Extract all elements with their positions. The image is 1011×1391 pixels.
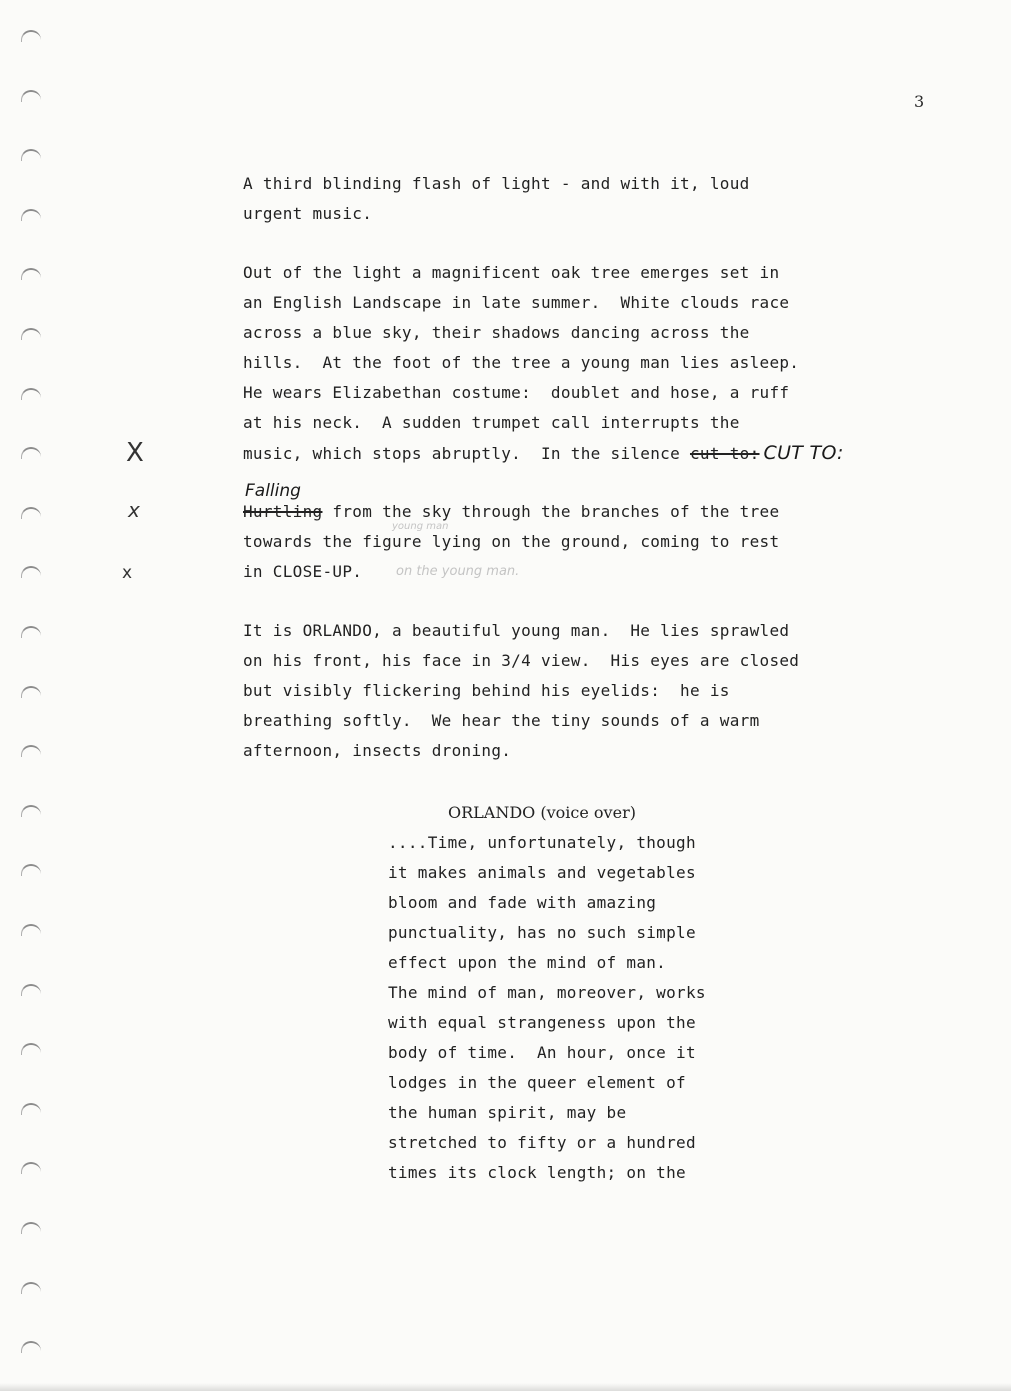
text-line <box>243 527 943 557</box>
text-fragment: towards the <box>243 532 363 551</box>
binder-hole <box>21 30 41 42</box>
dialogue-line: with equal strangeness upon the <box>388 1013 696 1032</box>
struck-word: Hurtling <box>243 502 323 521</box>
text-line: A third blinding flash of light - and with it, loud <box>243 174 750 193</box>
faint-pencil-insert: young man <box>392 521 449 532</box>
paragraph-oak-tree <box>243 258 943 468</box>
handwritten-insert: CUT TO: <box>763 442 844 464</box>
text-line: urgent music. <box>243 204 373 223</box>
dialogue-line: punctuality, has no such simple <box>388 923 696 942</box>
binder-hole <box>21 209 41 221</box>
binder-hole <box>21 388 41 400</box>
dialogue-line: lodges in the queer element of <box>388 1073 686 1092</box>
text-fragment: from the sky through the branches of the tree <box>322 502 780 521</box>
text-fragment: music, which stops abruptly. In the silence <box>243 444 690 463</box>
handwritten-correction: Falling <box>245 481 301 501</box>
binder-hole <box>21 805 41 817</box>
paragraph-falling <box>243 497 943 587</box>
struck-text: cut to: <box>689 444 760 463</box>
binder-hole <box>21 447 41 459</box>
binder-hole <box>21 507 41 519</box>
text-line <box>243 497 943 527</box>
text-line: across a blue sky, their shadows dancing across the <box>243 323 750 342</box>
binder-hole <box>21 745 41 757</box>
binder-hole <box>21 268 41 280</box>
text-fragment: lying on the ground, coming to rest <box>421 532 780 551</box>
binder-hole <box>21 328 41 340</box>
binder-hole <box>21 924 41 936</box>
page-number: 3 <box>914 92 925 111</box>
text-line: an English Landscape in late summer. White clouds race <box>243 293 790 312</box>
text-line: in CLOSE-UP. <box>243 562 363 581</box>
binder-hole <box>21 90 41 102</box>
text-line: but visibly flickering behind his eyelids: he is <box>243 681 730 700</box>
dialogue-line: body of time. An hour, once it <box>388 1043 696 1062</box>
binder-hole <box>21 1043 41 1055</box>
text-line: hills. At the foot of the tree a young man lies asleep. <box>243 353 800 372</box>
binder-hole <box>21 864 41 876</box>
text-line: at his neck. A sudden trumpet call interrupts the <box>243 413 740 432</box>
dialogue-line: The mind of man, moreover, works <box>388 983 706 1002</box>
dialogue-character: ORLANDO (voice over) <box>448 803 636 822</box>
binder-hole <box>21 686 41 698</box>
binder-hole <box>21 626 41 638</box>
dialogue-line: the human spirit, may be <box>388 1103 627 1122</box>
faint-pencil-insert: on the young man. <box>396 564 520 579</box>
page-bottom-edge <box>0 1383 1011 1391</box>
text-line: He wears Elizabethan costume: doublet and hose, a ruff <box>243 383 790 402</box>
margin-x-mark: X <box>126 438 144 468</box>
dialogue-block <box>388 828 808 1188</box>
binder-hole <box>21 1162 41 1174</box>
binder-hole <box>21 566 41 578</box>
dialogue-line: bloom and fade with amazing <box>388 893 657 912</box>
binder-hole <box>21 1222 41 1234</box>
binder-hole <box>21 1341 41 1353</box>
paragraph-orlando <box>243 616 943 766</box>
paragraph-flash <box>243 169 943 229</box>
binder-hole <box>21 1282 41 1294</box>
text-line: breathing softly. We hear the tiny sounds of a warm <box>243 711 760 730</box>
text-line <box>243 438 943 468</box>
binder-hole <box>21 984 41 996</box>
dialogue-line: times its clock length; on the <box>388 1163 686 1182</box>
text-line: on his front, his face in 3/4 view. His eyes are closed <box>243 651 800 670</box>
margin-x-mark: x <box>122 563 133 583</box>
margin-x-mark: x <box>128 498 140 522</box>
binder-hole <box>21 1103 41 1115</box>
binder-hole <box>21 149 41 161</box>
marked-word: figure <box>362 532 422 551</box>
dialogue-line: it makes animals and vegetables <box>388 863 696 882</box>
dialogue-line: effect upon the mind of man. <box>388 953 667 972</box>
dialogue-line: stretched to fifty or a hundred <box>388 1133 696 1152</box>
text-line: Out of the light a magnificent oak tree emerges set in <box>243 263 780 282</box>
text-line: afternoon, insects droning. <box>243 741 512 760</box>
dialogue-line: ....Time, unfortunately, though <box>388 833 696 852</box>
binder-holes <box>0 0 60 1391</box>
text-line: It is ORLANDO, a beautiful young man. He lies sprawled <box>243 621 790 640</box>
